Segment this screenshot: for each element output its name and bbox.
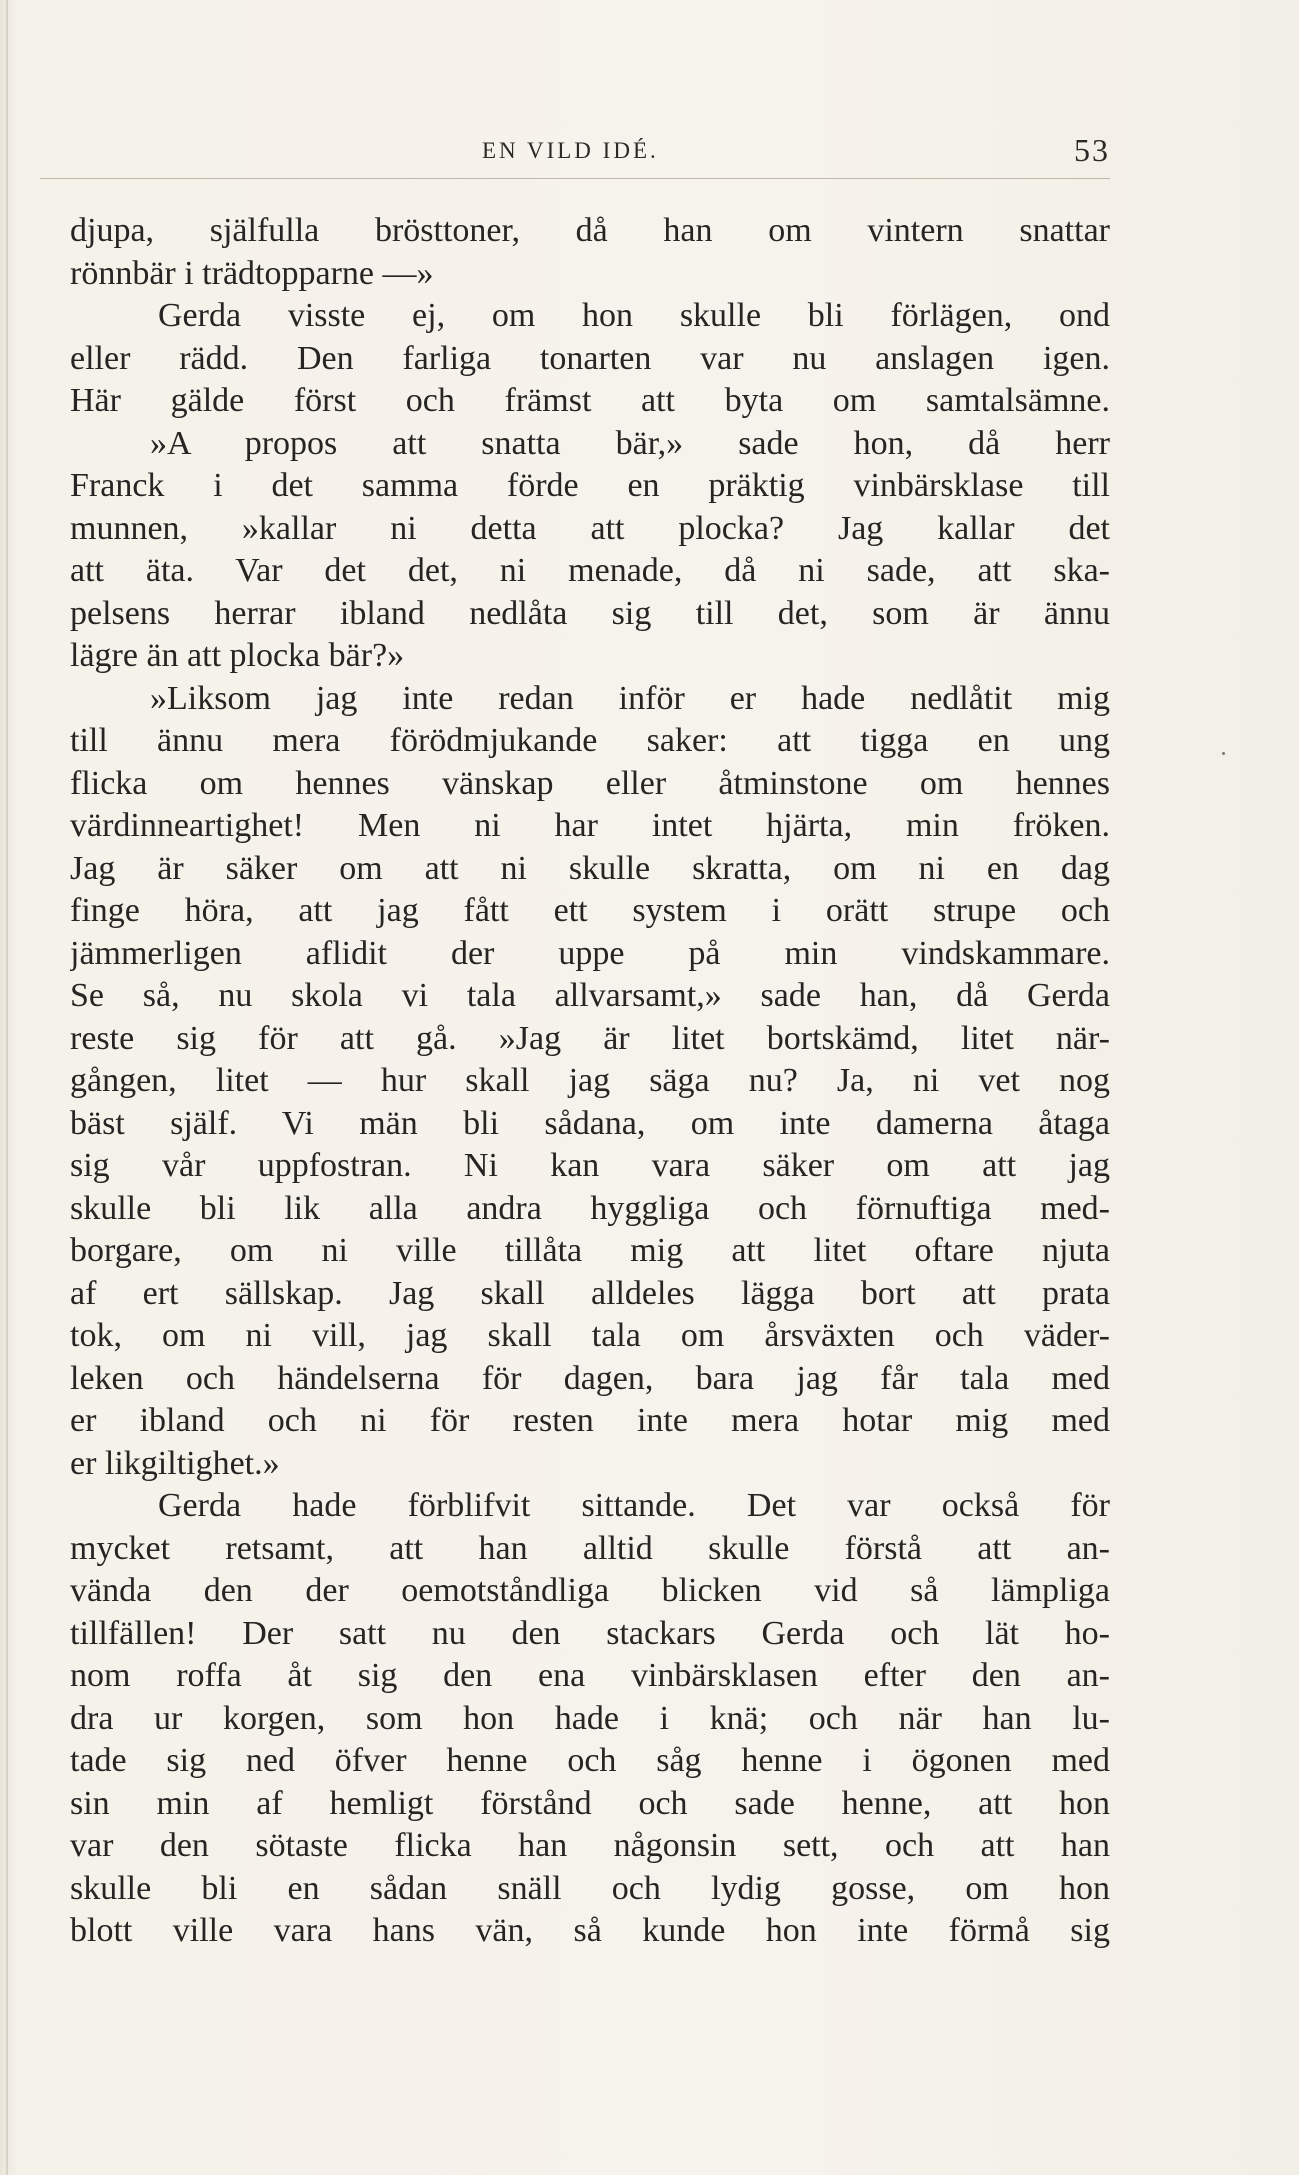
text-line: borgare, om ni ville tillåta mig att litet oftare njuta xyxy=(70,1232,1110,1269)
text-line: värdinneartighet! Men ni har intet hjärta, min fröken. xyxy=(70,807,1110,844)
text-line: leken och händelserna för dagen, bara jag får tala med xyxy=(70,1359,1110,1397)
text-line: munnen, »kallar ni detta att plocka? Jag kallar det xyxy=(70,509,1110,547)
text-line: rönnbär i trädtopparne —» xyxy=(70,254,434,292)
text-line: Jag är säker om att ni skulle skratta, om ni en dag xyxy=(70,849,1110,887)
running-head xyxy=(70,132,1110,178)
text-line: »A propos att snatta bär,» sade hon, då herr xyxy=(150,424,1110,462)
text-line: till ännu mera förödmjukande saker: att tigga en ung xyxy=(70,722,1110,759)
text-line: eller rädd. Den farliga tonarten var nu anslagen igen. xyxy=(70,339,1110,377)
text-line: bäst själf. Vi män bli sådana, om inte damerna åtaga xyxy=(70,1104,1110,1142)
text-line: lägre än att plocka bär?» xyxy=(70,637,405,674)
text-line: finge höra, att jag fått ett system i orätt strupe och xyxy=(70,892,1110,929)
text-line: Gerda hade förblifvit sittande. Det var också för xyxy=(158,1487,1110,1524)
text-line: er likgiltighet.» xyxy=(70,1444,280,1482)
text-line: pelsens herrar ibland nedlåta sig till det, som är ännu xyxy=(70,594,1110,632)
text-line: skulle bli en sådan snäll och lydig gosse, om hon xyxy=(70,1869,1110,1907)
text-line: dra ur korgen, som hon hade i knä; och när han lu- xyxy=(70,1699,1110,1737)
text-line: djupa, själfulla brösttoner, då han om vintern snattar xyxy=(70,212,1110,249)
text-line: Se så, nu skola vi tala allvarsamt,» sade han, då Gerda xyxy=(70,977,1110,1014)
text-line: reste sig för att gå. »Jag är litet bortskämd, litet när- xyxy=(70,1019,1110,1057)
text-line: var den sötaste flicka han någonsin sett, och att han xyxy=(70,1827,1110,1864)
text-line: vända den der oemotståndliga blicken vid så lämpliga xyxy=(70,1572,1110,1609)
text-line: Gerda visste ej, om hon skulle bli förlägen, ond xyxy=(158,297,1110,334)
body-text xyxy=(70,210,1110,1953)
text-line: af ert sällskap. Jag skall alldeles lägga bort att prata xyxy=(70,1274,1110,1312)
text-line: blott ville vara hans vän, så kunde hon inte förmå sig xyxy=(70,1912,1110,1949)
text-line: gången, litet — hur skall jag säga nu? Ja, ni vet nog xyxy=(70,1062,1110,1099)
text-line: »Liksom jag inte redan inför er hade nedlåtit mig xyxy=(150,679,1110,717)
page-edge-shadow xyxy=(6,0,8,2175)
text-line: skulle bli lik alla andra hyggliga och förnuftiga med- xyxy=(70,1189,1110,1227)
text-line: Franck i det samma förde en präktig vinbärsklase till xyxy=(70,467,1110,504)
text-line: er ibland och ni för resten inte mera hotar mig med xyxy=(70,1402,1110,1439)
text-line: mycket retsamt, att han alltid skulle förstå att an- xyxy=(70,1529,1110,1567)
text-line: tillfällen! Der satt nu den stackars Gerda och lät ho- xyxy=(70,1614,1110,1652)
page-number: 53 xyxy=(1074,132,1110,168)
text-line: flicka om hennes vänskap eller åtminstone om hennes xyxy=(70,764,1110,802)
text-line: sin min af hemligt förstånd och sade henne, att hon xyxy=(70,1784,1110,1822)
text-line: nom roffa åt sig den ena vinbärsklasen efter den an- xyxy=(70,1657,1110,1694)
margin-speck xyxy=(1222,752,1225,755)
running-head-title: EN VILD IDÉ. xyxy=(482,138,659,163)
text-line: Här gälde först och främst att byta om samtalsämne. xyxy=(70,382,1110,419)
text-line: tok, om ni vill, jag skall tala om årsväxten och väder- xyxy=(70,1317,1110,1354)
text-line: jämmerligen aflidit der uppe på min vindskammare. xyxy=(70,934,1110,972)
header-rule xyxy=(40,178,1110,179)
text-line: tade sig ned öfver henne och såg henne i ögonen med xyxy=(70,1742,1110,1779)
text-line: att äta. Var det det, ni menade, då ni sade, att ska- xyxy=(70,552,1110,589)
text-line: sig vår uppfostran. Ni kan vara säker om att jag xyxy=(70,1147,1110,1184)
